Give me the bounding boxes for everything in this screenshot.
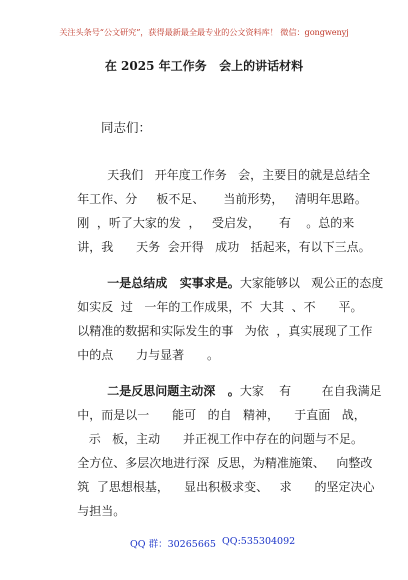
footer-qq: QQ:535304092 — [222, 536, 296, 547]
line-text: 如实反 过 一年的工作成果，不 大其 、不 平。 — [77, 300, 363, 314]
line-text: 讲，我 天务 会开得 成功 括起来，有以下三点。 — [77, 240, 371, 254]
line-text: 大家 有 在自我满足 — [239, 384, 382, 398]
line-text: 全方位、多层次地进行深 反思，为精准施策、 向整改 — [77, 456, 373, 470]
line-text: 中，而是以一 能可 的自 精神， 于直面 战， — [77, 408, 366, 422]
salutation: 同志们： — [101, 120, 152, 135]
document-title: 在 2025 年工作务 会上的讲话材料 — [104, 59, 304, 73]
line-text: 年工作、分 板不足、 当前形势， 清明年思路。 — [77, 192, 367, 206]
line-text: 刚 ，听了大家的发 ， 受启发， 有 。总的来 — [77, 216, 355, 230]
line-text: 示 板，主动 并正视工作中存在的问题与不足。 — [77, 432, 364, 446]
line-text: 中的点 力与显著 。 — [77, 348, 220, 362]
promo-banner: 关注头条号“公文研究”，获得最新最全最专业的公文资料库！ 微信：gongwenyj — [59, 27, 349, 37]
paragraph-2-line-4 — [62, 337, 219, 373]
line-text: 大家能够以 观公正的态度 — [239, 276, 384, 290]
line-text: 筑 了思想根基， 显出积极求变、 求 的坚定决心 — [77, 480, 375, 494]
paragraph-3-heading: 二是反思问题主动深 。 — [107, 384, 240, 398]
footer-qq-group: QQ 群：30265665 — [130, 539, 216, 550]
line-text: 与担当。 — [77, 504, 126, 518]
paragraph-1-line-4 — [62, 229, 371, 265]
line-text: 天我们 开年度工作务 会，主要目的就是总结全 — [107, 168, 371, 182]
line-text: 以精准的数据和实际发生的事 为依 ，真实展现了工作 — [77, 324, 373, 338]
paragraph-2-heading: 一是总结成 实事求是。 — [107, 276, 240, 290]
paragraph-3-line-6 — [62, 493, 125, 529]
